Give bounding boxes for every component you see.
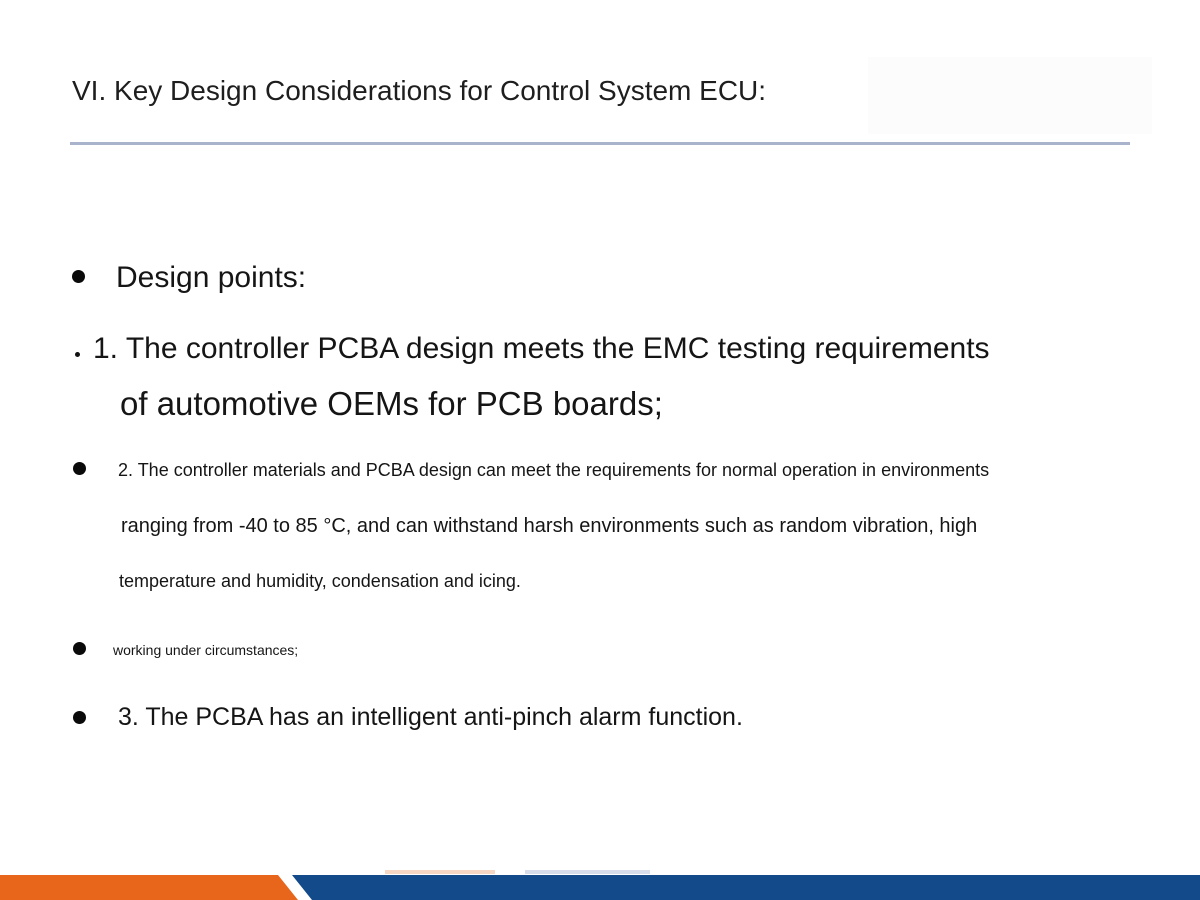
footer-blue-stripe <box>292 875 1200 900</box>
bullet-icon <box>73 462 86 475</box>
footer-decorative-bar <box>0 870 1200 900</box>
item2-extra-line: working under circumstances; <box>113 642 299 658</box>
footer-light-accent <box>525 870 650 874</box>
bullet-icon <box>73 711 86 724</box>
bullet-icon <box>72 270 85 283</box>
item2-line3: temperature and humidity, condensation and icing. <box>119 571 521 591</box>
footer-light-accent <box>385 870 495 874</box>
item2-line1: 2. The controller materials and PCBA design can meet the requirements for normal operation in environments <box>118 460 990 480</box>
footer-orange-stripe <box>0 875 298 900</box>
small-bullet-icon <box>75 352 80 357</box>
bullet-icon <box>73 642 86 655</box>
title-placeholder-box <box>868 57 1152 134</box>
design-points-heading: Design points: <box>116 261 307 294</box>
item1-line1: 1. The controller PCBA design meets the EMC testing requirements <box>93 332 990 365</box>
title-divider <box>70 142 1130 145</box>
item3-line: 3. The PCBA has an intelligent anti-pinch alarm function. <box>118 703 743 731</box>
slide-title: VI. Key Design Considerations for Control System ECU: <box>72 75 767 106</box>
item2-line2: ranging from -40 to 85 °C, and can withstand harsh environments such as random vibration, high <box>121 515 978 537</box>
item1-line2: of automotive OEMs for PCB boards; <box>120 385 663 422</box>
